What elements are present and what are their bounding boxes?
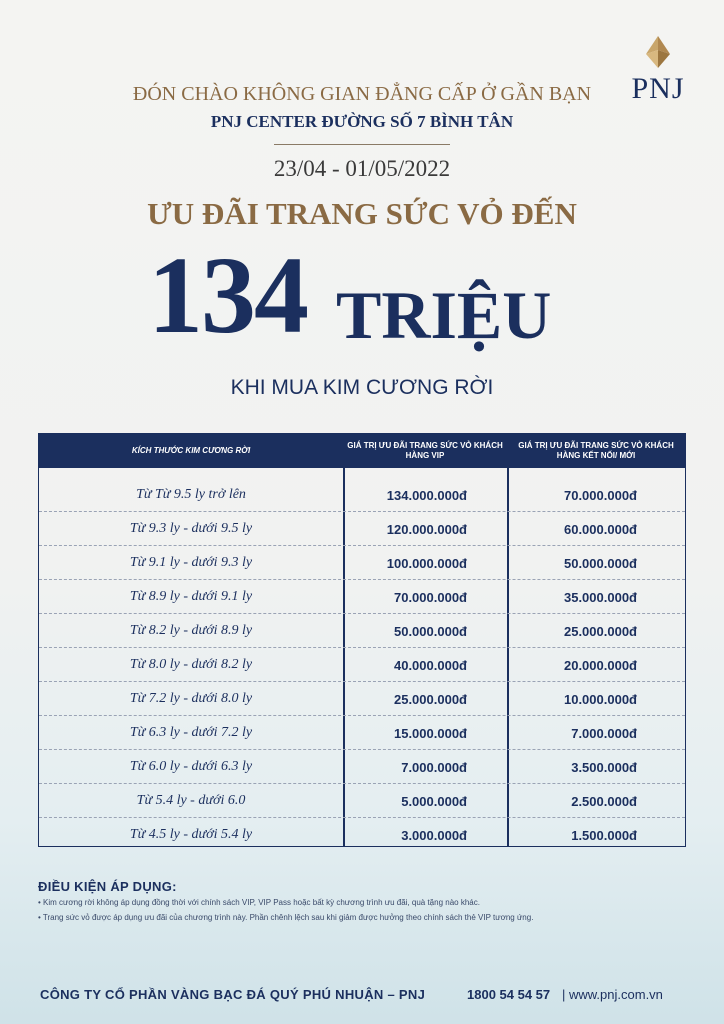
table-row — [39, 546, 685, 580]
tagline: ĐÓN CHÀO KHÔNG GIAN ĐẲNG CẤP Ở GẦN BẠN — [132, 83, 592, 105]
member-discount: 35.000.000đ — [563, 589, 637, 605]
promo-dates: 23/04 - 01/05/2022 — [273, 156, 451, 181]
vip-discount: 40.000.000đ — [393, 657, 467, 673]
table-row — [39, 580, 685, 614]
vip-discount: 100.000.000đ — [386, 555, 467, 571]
condition-item: • Kim cương rời không áp dụng đồng thời với chính sách VIP, VIP Pass hoặc bất kỳ chương trình ưu đãi, quà tặng nào khác. — [38, 898, 480, 907]
member-discount: 25.000.000đ — [563, 623, 637, 639]
member-discount: 20.000.000đ — [563, 657, 637, 673]
hotline[interactable]: 1800 54 54 57 — [467, 987, 551, 1002]
table-row — [39, 614, 685, 648]
diamond-size: Từ 8.0 ly - dưới 8.2 ly — [129, 657, 253, 672]
diamond-size: Từ 7.2 ly - dưới 8.0 ly — [129, 691, 253, 706]
table-row — [39, 818, 685, 852]
member-discount: 50.000.000đ — [563, 555, 637, 571]
diamond-fan-icon — [640, 34, 676, 70]
offer-headline: ƯU ĐÃI TRANG SỨC VỎ ĐẾN — [147, 196, 577, 231]
diamond-size: Từ 6.0 ly - dưới 6.3 ly — [129, 759, 253, 774]
diamond-size: Từ 8.9 ly - dưới 9.1 ly — [129, 589, 253, 604]
vip-discount: 120.000.000đ — [386, 521, 467, 537]
vip-discount: 7.000.000đ — [401, 759, 467, 775]
table-row — [39, 750, 685, 784]
header-vip: GIÁ TRỊ ƯU ĐÃI TRANG SỨC VỎ KHÁCH HÀNG VIP — [347, 441, 503, 460]
diamond-size: Từ 5.4 ly - dưới 6.0 — [136, 793, 246, 808]
diamond-size: Từ 9.3 ly - dưới 9.5 ly — [129, 521, 253, 536]
header-new: GIÁ TRỊ ƯU ĐÃI TRANG SỨC VỎ KHÁCH HÀNG KẾT NỐI/ MỚI — [518, 441, 674, 460]
vip-discount: 3.000.000đ — [401, 827, 467, 843]
table-header — [39, 434, 685, 468]
diamond-size: Từ 9.1 ly - dưới 9.3 ly — [129, 555, 253, 570]
member-discount: 10.000.000đ — [563, 691, 637, 707]
conditions-title: ĐIỀU KIỆN ÁP DỤNG: — [38, 879, 177, 894]
vip-discount: 50.000.000đ — [393, 623, 467, 639]
offer-condition: KHI MUA KIM CƯƠNG RỜI — [230, 376, 494, 399]
table-row — [39, 648, 685, 682]
member-discount: 3.500.000đ — [571, 759, 637, 775]
vip-discount: 15.000.000đ — [393, 725, 467, 741]
member-discount: 70.000.000đ — [563, 487, 637, 503]
table-row — [39, 784, 685, 818]
store-location: PNJ CENTER ĐƯỜNG SỐ 7 BÌNH TÂN — [210, 112, 514, 131]
member-discount: 7.000.000đ — [571, 725, 637, 741]
vip-discount: 5.000.000đ — [401, 793, 467, 809]
website-link[interactable]: | www.pnj.com.vn — [562, 987, 663, 1002]
discount-table — [38, 433, 686, 847]
diamond-size: Từ 8.2 ly - dưới 8.9 ly — [129, 623, 253, 638]
table-row — [39, 716, 685, 750]
vip-discount: 70.000.000đ — [393, 589, 467, 605]
diamond-size: Từ Từ 9.5 ly trở lên — [136, 487, 246, 502]
offer-amount: 134 — [148, 234, 307, 356]
diamond-size: Từ 6.3 ly - dưới 7.2 ly — [129, 725, 253, 740]
header-size: KÍCH THƯỚC KIM CƯƠNG RỜI — [131, 446, 251, 455]
vip-discount: 134.000.000đ — [386, 487, 467, 503]
condition-item: • Trang sức vỏ được áp dụng ưu đãi của chương trình này. Phần chênh lệch sau khi giảm được hưởng theo chính sách thẻ VIP tương ứng. — [38, 913, 534, 922]
diamond-size: Từ 4.5 ly - dưới 5.4 ly — [129, 827, 253, 842]
table-row — [39, 682, 685, 716]
member-discount: 1.500.000đ — [571, 827, 637, 843]
table-row — [39, 512, 685, 546]
offer-unit: TRIỆU — [336, 277, 552, 353]
member-discount: 2.500.000đ — [571, 793, 637, 809]
table-row — [39, 478, 685, 512]
vip-discount: 25.000.000đ — [393, 691, 467, 707]
company-name: CÔNG TY CỔ PHẦN VÀNG BẠC ĐÁ QUÝ PHÚ NHUẬN – PNJ — [40, 987, 426, 1002]
brand-wordmark: PNJ — [631, 72, 685, 105]
member-discount: 60.000.000đ — [563, 521, 637, 537]
divider — [274, 144, 450, 145]
